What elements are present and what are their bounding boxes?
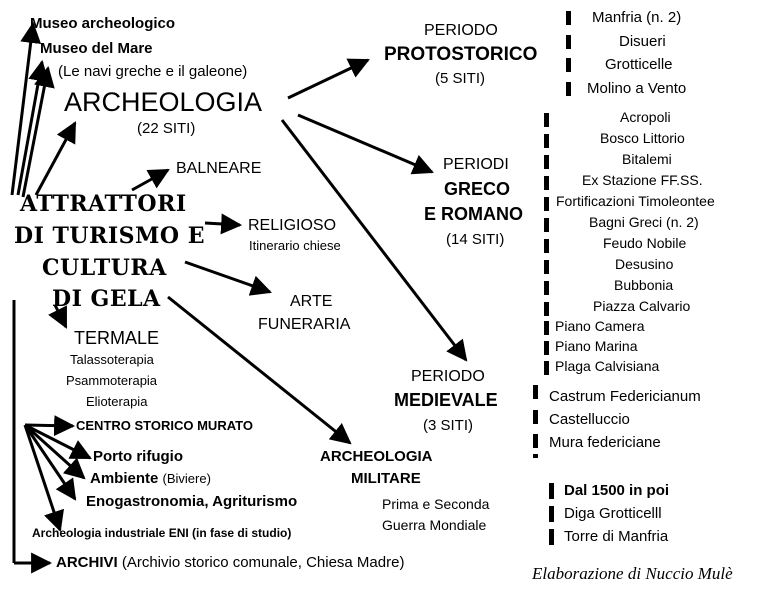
list-bar: [533, 385, 538, 399]
list-bar: [566, 11, 571, 25]
site-item: Castrum Federicianum: [549, 388, 701, 405]
list-bar: [544, 176, 549, 190]
list-bar: [544, 260, 549, 274]
navi-label: (Le navi greche e il galeone): [58, 63, 248, 80]
museo-del-mare-label: Museo del Mare: [40, 40, 153, 57]
site-item: Acropoli: [620, 109, 671, 125]
site-item: Manfria (n. 2): [592, 9, 682, 26]
list-bar: [544, 239, 549, 253]
list-bar: [566, 82, 571, 96]
greco-period-label: PERIODI: [443, 156, 509, 173]
site-item: Molino a Vento: [587, 80, 687, 97]
site-item: Grotticelle: [605, 56, 673, 73]
credit-signature: Elaborazione di Nuccio Mulè: [532, 564, 733, 583]
main-title-line-4: DI GELA: [52, 286, 161, 312]
archeologia-title: ARCHEOLOGIA: [64, 87, 263, 117]
archivi-note: (Archivio storico comunale, Chiesa Madre): [121, 554, 405, 571]
site-item: Fortificazioni Timoleontee: [556, 193, 715, 209]
list-bar: [544, 197, 549, 211]
site-item: Diga Grotticelll: [564, 505, 662, 522]
list-bar: [544, 341, 549, 355]
site-item: Torre di Manfria: [564, 528, 669, 545]
site-item: Disueri: [619, 33, 666, 50]
list-bar: [544, 321, 549, 335]
list-bar: [544, 218, 549, 232]
site-item: Plaga Calvisiana: [555, 358, 660, 374]
industriale-label: Archeologia industriale ENI (in fase di studio): [32, 526, 292, 540]
termale-item: Psammoterapia: [66, 373, 158, 388]
list-bar: [533, 410, 538, 424]
list-bar: [549, 506, 554, 522]
proto-period-name: PROTOSTORICO: [384, 44, 538, 65]
guerra-line-1: Prima e Seconda: [382, 496, 490, 512]
main-title-line-3: CULTURA: [42, 255, 167, 281]
centro-storico-label: CENTRO STORICO MURATO: [76, 418, 253, 433]
museo-archeologico-label: Museo archeologico: [30, 15, 176, 32]
termale-label: TERMALE: [74, 328, 160, 348]
site-item: Bitalemi: [622, 151, 672, 167]
main-title-line-2: DI TURISMO E: [14, 223, 205, 249]
list-bar: [544, 113, 549, 127]
site-item: Piano Marina: [555, 338, 638, 354]
list-bar: [544, 155, 549, 169]
militare-line-2: MILITARE: [351, 470, 421, 487]
militare-line-1: ARCHEOLOGIA: [320, 448, 433, 465]
list-bar: [544, 134, 549, 148]
site-item: Bubbonia: [614, 277, 674, 293]
termale-item: Talassoterapia: [70, 352, 154, 367]
main-title-line-1: ATTRATTORI: [20, 191, 187, 217]
site-item: Bagni Greci (n. 2): [589, 214, 699, 230]
arte-label: ARTE: [290, 293, 333, 310]
itinerario-label: Itinerario chiese: [249, 238, 341, 253]
proto-period-count: (5 SITI): [435, 70, 486, 87]
med-period-label: PERIODO: [411, 368, 485, 385]
list-bar: [549, 529, 554, 545]
site-item: Ex Stazione FF.SS.: [582, 172, 703, 188]
moderno-header: Dal 1500 in poi: [564, 482, 670, 499]
list-bar: [566, 58, 571, 72]
site-item: Bosco Littorio: [600, 130, 685, 146]
med-period-count: (3 SITI): [423, 417, 474, 434]
funeraria-label: FUNERARIA: [258, 316, 351, 333]
proto-period-label: PERIODO: [424, 22, 498, 39]
list-bar: [566, 35, 571, 49]
guerra-line-2: Guerra Mondiale: [382, 517, 487, 533]
site-item: Desusino: [615, 256, 674, 272]
greco-period-name-1: GRECO: [444, 179, 511, 199]
religioso-label: RELIGIOSO: [248, 217, 337, 234]
med-period-name: MEDIEVALE: [394, 390, 498, 410]
list-bar: [533, 454, 538, 458]
archivi-label: ARCHIVI: [56, 554, 118, 571]
balneare-label: BALNEARE: [176, 160, 262, 177]
site-item: Castelluccio: [549, 411, 630, 428]
list-bar: [533, 434, 538, 448]
ambiente-label: Ambiente: [90, 470, 159, 487]
greco-period-count: (14 SITI): [446, 231, 505, 248]
site-item: Mura federiciane: [549, 434, 661, 451]
site-item: Feudo Nobile: [603, 235, 687, 251]
site-item: Piazza Calvario: [593, 298, 691, 314]
site-item: Piano Camera: [555, 318, 645, 334]
ambiente-note: (Biviere): [162, 471, 211, 486]
ambiente-row: [90, 471, 211, 488]
archivi-row: [56, 555, 404, 572]
porto-label: Porto rifugio: [93, 448, 183, 465]
greco-period-name-2: E ROMANO: [424, 204, 523, 224]
archeologia-count: (22 SITI): [137, 120, 196, 137]
list-bar: [549, 483, 554, 499]
list-bar: [544, 281, 549, 295]
termale-item: Elioterapia: [86, 394, 148, 409]
enogastronomia-label: Enogastronomia, Agriturismo: [86, 493, 298, 510]
list-bar: [544, 302, 549, 316]
list-bar: [544, 361, 549, 375]
